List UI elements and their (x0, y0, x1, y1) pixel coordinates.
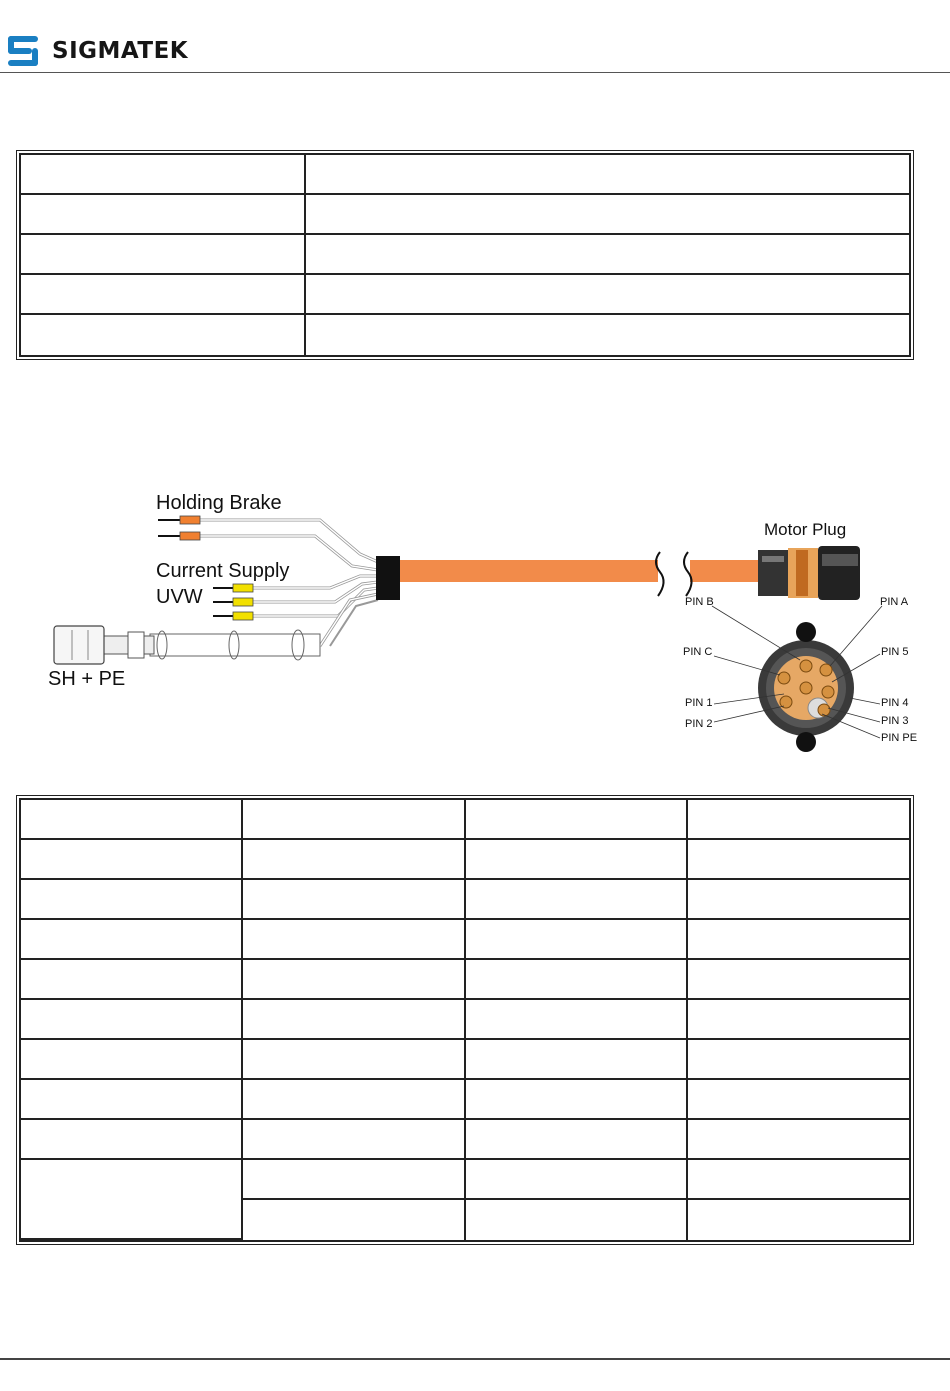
table-row (21, 235, 909, 275)
table-cell (306, 195, 909, 235)
table-row (21, 195, 909, 235)
table-row (21, 155, 909, 195)
table-cell (688, 920, 909, 960)
table-cell (688, 1080, 909, 1120)
table-cell (466, 1040, 688, 1080)
page-header (0, 0, 950, 76)
table-cell (21, 275, 306, 315)
table-cell (466, 1200, 688, 1240)
plug-front-view (712, 606, 882, 752)
pin-pe-label: PIN PE (881, 732, 918, 744)
table-cell (21, 960, 243, 1000)
table-cell (243, 960, 466, 1000)
table-row (21, 840, 909, 880)
spec-table (19, 153, 911, 357)
table-cell (21, 880, 243, 920)
main-cable (376, 552, 760, 600)
table-cell (21, 235, 306, 275)
motor-plug (758, 546, 860, 600)
pin-5-label: PIN 5 (881, 646, 909, 658)
shield-pe-connector (54, 594, 378, 664)
cable-diagram (0, 470, 950, 770)
table-cell (243, 880, 466, 920)
pin-b-label: PIN B (685, 596, 714, 608)
table-cell (466, 840, 688, 880)
table-cell (21, 195, 306, 235)
table-row (21, 275, 909, 315)
table-row (21, 800, 909, 840)
table-cell (688, 1120, 909, 1160)
holding-brake-label: Holding Brake (156, 492, 282, 514)
table-cell (466, 880, 688, 920)
table-cell (306, 235, 909, 275)
table-cell (466, 920, 688, 960)
table-row (21, 960, 909, 1000)
current-supply-label: Current Supply (156, 560, 290, 582)
table-cell (466, 1000, 688, 1040)
table-cell (688, 800, 909, 840)
table-row (21, 315, 909, 355)
pin-a-label: PIN A (880, 596, 909, 608)
table-cell (21, 315, 306, 355)
pin-c-label: PIN C (683, 646, 713, 658)
table-cell (21, 840, 243, 880)
header-divider (0, 72, 950, 73)
table-cell (688, 1160, 909, 1200)
sh-pe-label: SH + PE (48, 668, 126, 690)
cable-illustration (0, 470, 950, 770)
table-cell (243, 1040, 466, 1080)
motor-plug-label: Motor Plug (764, 520, 847, 539)
table-row (21, 1160, 909, 1200)
table-row (21, 880, 909, 920)
table-cell (21, 155, 306, 195)
table-cell (688, 840, 909, 880)
table-row (21, 920, 909, 960)
table-cell (243, 1120, 466, 1160)
table-cell (306, 155, 909, 195)
table-cell (21, 1000, 243, 1040)
table-cell (306, 275, 909, 315)
footer-divider (0, 1358, 950, 1360)
table-cell (466, 1160, 688, 1200)
sigmatek-logo (4, 36, 188, 66)
table-cell (688, 960, 909, 1000)
table-cell (688, 1000, 909, 1040)
table-cell (243, 920, 466, 960)
table-cell (243, 840, 466, 880)
table-cell (688, 1200, 909, 1240)
pin-2-label: PIN 2 (685, 718, 713, 730)
table-cell (243, 1000, 466, 1040)
table-cell (21, 800, 243, 840)
table-row (21, 1040, 909, 1080)
table-cell (466, 960, 688, 1000)
pin-3-label: PIN 3 (881, 715, 909, 727)
table-cell (688, 880, 909, 920)
table-cell (466, 1080, 688, 1120)
table-cell (243, 1200, 466, 1240)
brand-name: SIGMATEK (52, 38, 189, 64)
table-cell (688, 1040, 909, 1080)
table-row (21, 1000, 909, 1040)
table-cell (21, 1120, 243, 1160)
table-cell (306, 315, 909, 355)
table-cell (466, 800, 688, 840)
table-cell-merged (21, 1160, 243, 1240)
uvw-label: UVW (156, 586, 203, 608)
logo-mark-icon (4, 36, 40, 66)
table-cell (21, 1040, 243, 1080)
table-cell (21, 1080, 243, 1120)
pin-1-label: PIN 1 (685, 697, 713, 709)
pin-4-label: PIN 4 (881, 697, 909, 709)
table-cell (243, 1080, 466, 1120)
table-cell (243, 1160, 466, 1200)
table-row (21, 1080, 909, 1120)
table-cell (243, 800, 466, 840)
table-cell (466, 1120, 688, 1160)
table-cell (21, 920, 243, 960)
table-row (21, 1120, 909, 1160)
pinout-table (19, 798, 911, 1242)
